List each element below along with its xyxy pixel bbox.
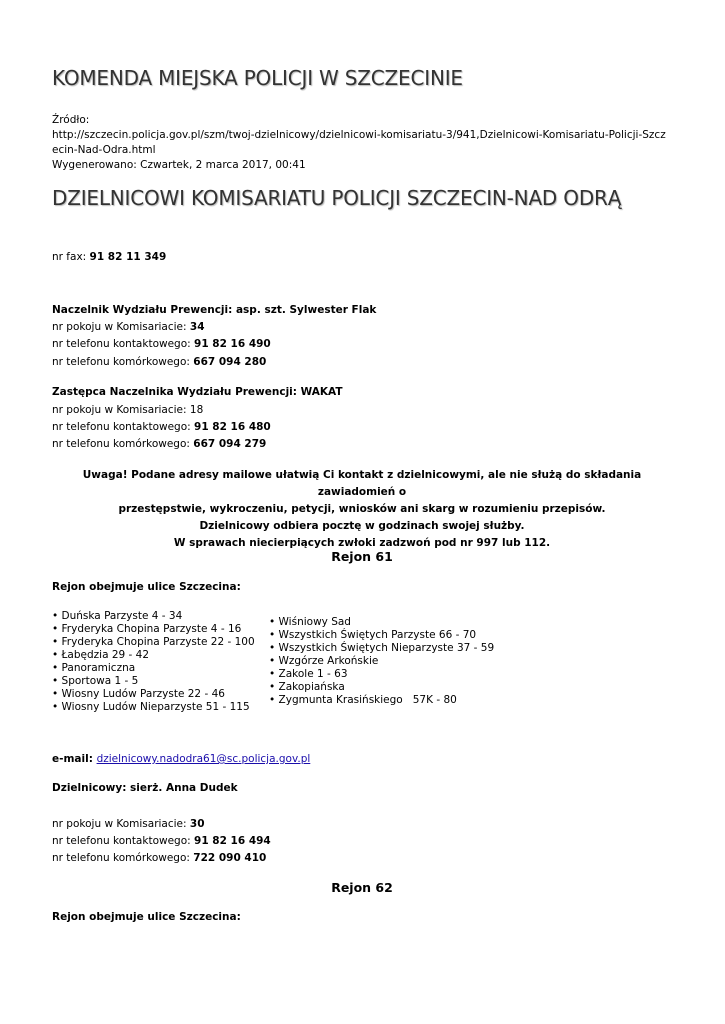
fax-line (52, 251, 166, 263)
rejon-61-streets-heading: Rejon obejmuje ulice Szczecina: (52, 581, 241, 593)
naczelnik-heading: Naczelnik Wydziału Prewencji: asp. szt. Sylwester Flak (52, 304, 377, 316)
street-item: • Fryderyka Chopina Parzyste 22 - 100 (52, 636, 255, 648)
room-label: nr pokoju w Komisariacie: (52, 321, 190, 333)
street-item: • Wiosny Ludów Nieparzyste 51 - 115 (52, 701, 250, 713)
notice-line: przestępstwie, wykroczeniu, petycji, wniosków ani skarg w rozumieniu przepisów. (118, 503, 606, 515)
email-link[interactable]: dzielnicowy.nadodra61@sc.policja.gov.pl (96, 753, 311, 765)
source-block (52, 113, 672, 173)
room-value: 34 (189, 321, 205, 333)
mobile-value: 722 090 410 (193, 852, 267, 864)
mobile-label: nr telefonu komórkowego: (52, 852, 194, 864)
zastepca-room: nr pokoju w Komisariacie: 18 (52, 404, 204, 416)
notice-line: W sprawach niecierpiących zwłoki zadzwoń pod nr 997 lub 112. (173, 537, 551, 549)
notice-line: Uwaga! Podane adresy mailowe ułatwią Ci kontakt z dzielnicowymi, ale nie służą do składania zawiadomień o (82, 469, 642, 498)
naczelnik-room (52, 321, 205, 333)
phone-label: nr telefonu kontaktowego: (52, 421, 195, 433)
street-item: • Duńska Parzyste 4 - 34 (52, 610, 183, 622)
mobile-label: nr telefonu komórkowego: (52, 356, 194, 368)
phone-label: nr telefonu kontaktowego: (52, 338, 195, 350)
street-item: • Zakopiańska (269, 681, 345, 693)
street-item: • Fryderyka Chopina Parzyste 4 - 16 (52, 623, 242, 635)
street-item: • Sportowa 1 - 5 (52, 675, 139, 687)
street-item: • Zygmunta Krasińskiego 57K - 80 (269, 694, 457, 706)
room-label: nr pokoju w Komisariacie: (52, 818, 190, 830)
rejon-61-email-line (52, 753, 310, 765)
fax-value: 91 82 11 349 (89, 251, 167, 263)
mobile-value: 667 094 280 (193, 356, 267, 368)
mobile-value: 667 094 279 (193, 438, 267, 450)
mobile-label: nr telefonu komórkowego: (52, 438, 194, 450)
phone-value: 91 82 16 494 (194, 835, 271, 847)
phone-value: 91 82 16 490 (194, 338, 271, 350)
street-item: • Panoramiczna (52, 662, 136, 674)
street-item: • Zakole 1 - 63 (269, 668, 348, 680)
rejon-61-room (52, 818, 205, 830)
room-value: 30 (189, 818, 205, 830)
street-list-col-1 (52, 610, 255, 714)
rejon-61-phone (52, 835, 271, 847)
street-item: • Wszystkich Świętych Parzyste 66 - 70 (269, 629, 477, 641)
street-item: • Wiśniowy Sad (269, 616, 351, 628)
street-item: • Wiosny Ludów Parzyste 22 - 46 (52, 688, 225, 700)
naczelnik-mobile (52, 356, 266, 368)
rejon-62-title: Rejon 62 (331, 880, 393, 895)
section-title: DZIELNICOWI KOMISARIATU POLICJI SZCZECIN-NAD ODRĄ (52, 186, 622, 210)
zastepca-phone (52, 421, 271, 433)
email-notice (52, 467, 672, 552)
zastepca-heading: Zastępca Naczelnika Wydziału Prewencji: WAKAT (52, 386, 343, 398)
naczelnik-phone (52, 338, 271, 350)
fax-label: nr fax: (52, 251, 90, 263)
street-list-col-2 (269, 616, 494, 707)
zastepca-mobile (52, 438, 266, 450)
page-title: KOMENDA MIEJSKA POLICJI W SZCZECINIE (52, 66, 463, 90)
notice-line: Dzielnicowy odbiera pocztę w godzinach swojej służby. (199, 520, 525, 532)
rejon-61-title: Rejon 61 (331, 549, 393, 564)
rejon-61-officer: Dzielnicowy: sierż. Anna Dudek (52, 782, 238, 794)
street-item: • Wszystkich Świętych Nieparzyste 37 - 59 (269, 642, 495, 654)
street-item: • Łabędzia 29 - 42 (52, 649, 150, 661)
phone-label: nr telefonu kontaktowego: (52, 835, 195, 847)
phone-value: 91 82 16 480 (194, 421, 271, 433)
email-label: e-mail: (52, 753, 97, 765)
source-label: Źródło: (52, 114, 90, 126)
generated-date: Wygenerowano: Czwartek, 2 marca 2017, 00:41 (52, 159, 306, 171)
street-item: • Wzgórze Arkońskie (269, 655, 379, 667)
rejon-61-mobile (52, 852, 266, 864)
source-url: http://szczecin.policja.gov.pl/szm/twoj-dzielnicowy/dzielnicowi-komisariatu-3/941,Dzielnicowi-Komisariatu-Policji-Szczecin-Nad-Odra.html (52, 129, 666, 156)
rejon-62-streets-heading: Rejon obejmuje ulice Szczecina: (52, 911, 241, 923)
